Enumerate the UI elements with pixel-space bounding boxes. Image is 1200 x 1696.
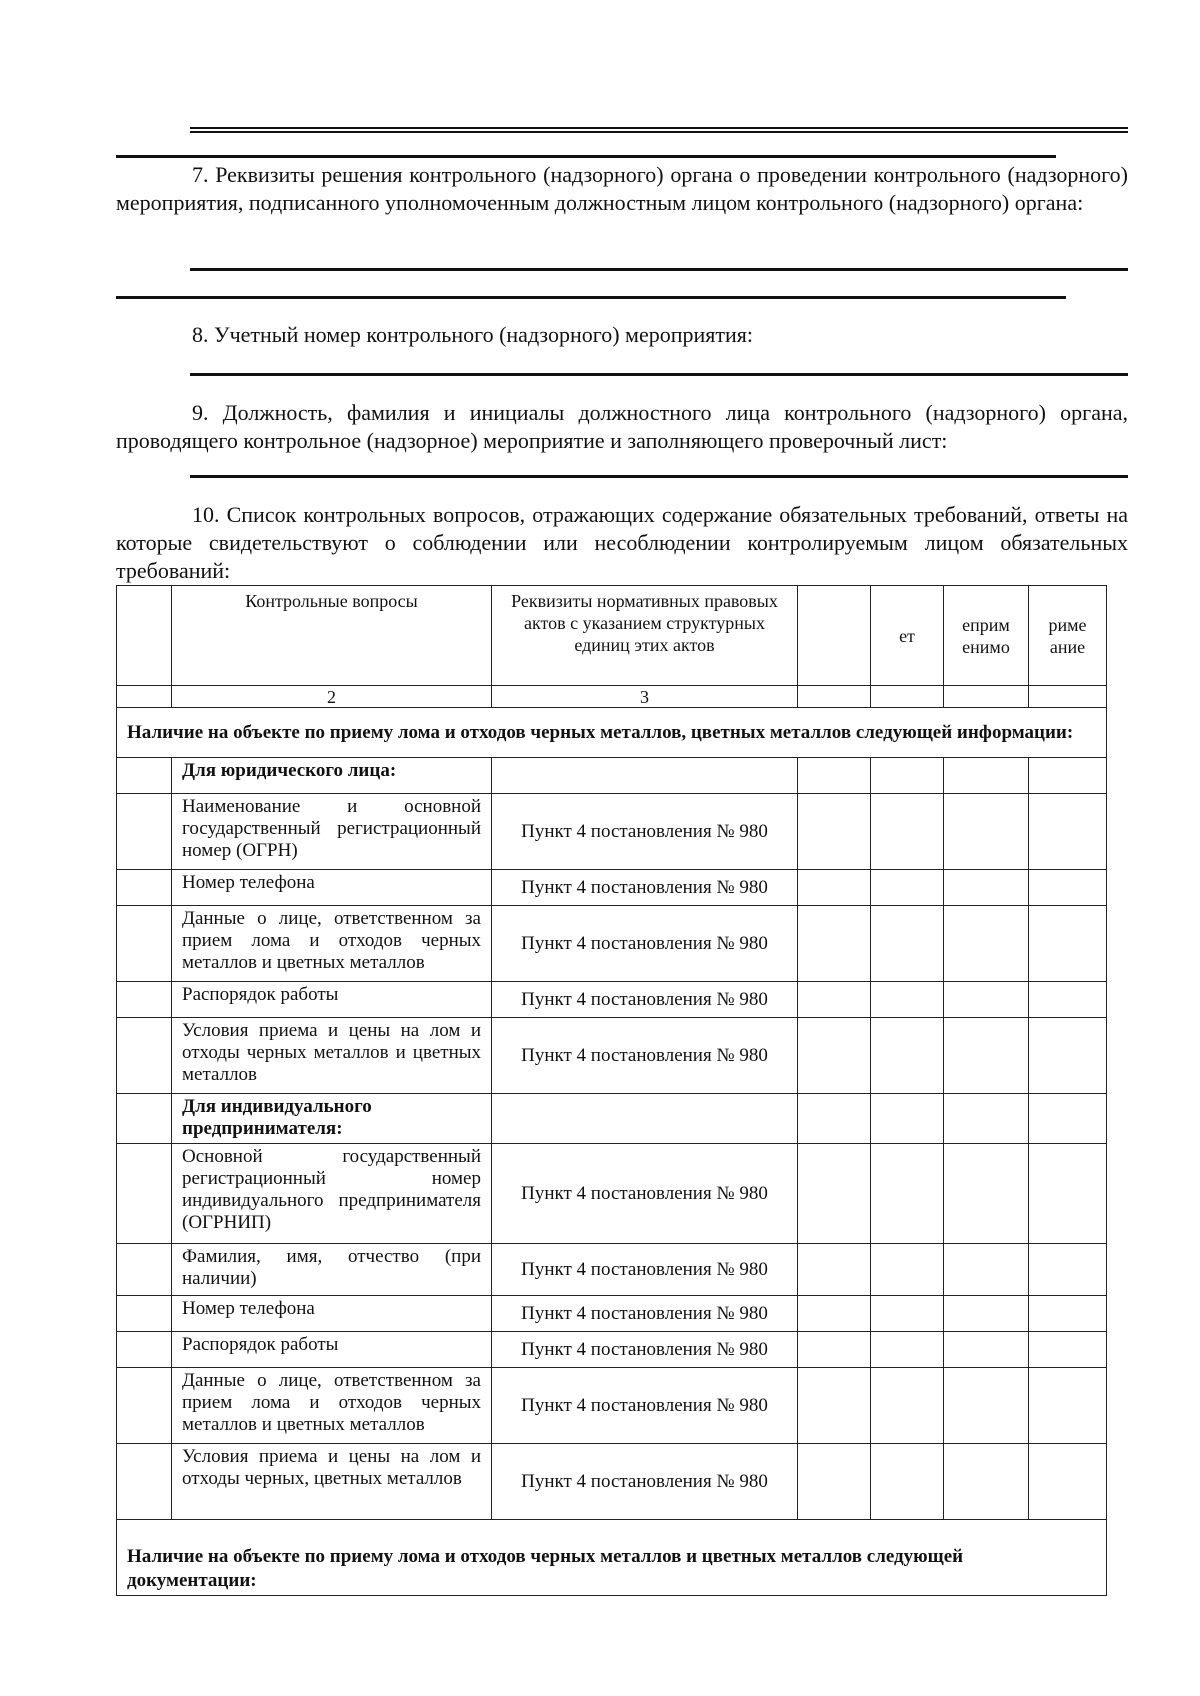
paragraph-8: 8. Учетный номер контрольного (надзорного) мероприятия: [192,322,754,347]
table-row [117,1244,1107,1296]
header-note: риме ание [1029,586,1107,686]
reference-cell: Пункт 4 постановления № 980 [492,1244,798,1296]
table-row [117,982,1107,1018]
fill-line [190,373,1128,376]
reference-cell: Пункт 4 постановления № 980 [492,1018,798,1094]
table-row [117,870,1107,906]
table-row [117,1296,1107,1332]
table-row [117,794,1107,870]
question-cell: Условия приема и цены на лом и отходы черных, цветных металлов [172,1444,492,1520]
section-row [117,708,1107,758]
question-cell: Основной государственный регистрационный номер индивидуального предпринимателя (ОГРНИП) [172,1144,492,1244]
paragraph-10: 10. Список контрольных вопросов, отражающих содержание обязательных требований, ответы на которые свидетельствуют о соблюдении или несоблюдении контролируемым лицом обязательных требований: [116,502,1128,583]
table-row [117,1018,1107,1094]
reference-cell: Пункт 4 постановления № 980 [492,1296,798,1332]
question-cell: Наименование и основной государственный регистрационный номер (ОГРН) [172,794,492,870]
fill-line [190,268,1128,271]
table-row [117,906,1107,982]
header-cell [798,586,871,686]
reference-cell: Пункт 4 постановления № 980 [492,794,798,870]
question-cell: Данные о лице, ответственном за прием лома и отходов черных металлов и цветных металлов [172,1368,492,1444]
question-cell: Номер телефона [172,870,492,906]
question-cell: Распорядок работы [172,1332,492,1368]
reference-cell: Пункт 4 постановления № 980 [492,1332,798,1368]
table-row [117,1368,1107,1444]
reference-cell: Пункт 4 постановления № 980 [492,982,798,1018]
fill-line [116,155,1056,158]
fill-line [116,296,1066,299]
reference-cell: Пункт 4 постановления № 980 [492,1144,798,1244]
column-number: 2 [172,686,492,708]
table-row [117,1332,1107,1368]
reference-cell: Пункт 4 постановления № 980 [492,1444,798,1520]
section-heading: Наличие на объекте по приему лома и отходов черных металлов и цветных металлов следующей документации: [117,1520,1107,1596]
header-references: Реквизиты нормативных правовых актов с указанием структурных единиц этих актов [492,586,798,686]
subheading-row [117,1094,1107,1144]
table-header-row [117,586,1107,686]
table-row [117,1444,1107,1520]
question-cell: Данные о лице, ответственном за прием лома и отходов черных металлов и цветных металлов [172,906,492,982]
header-questions: Контрольные вопросы [172,586,492,686]
checklist-table [116,585,1107,1596]
header-not-applicable: еприм енимо [944,586,1029,686]
fill-line [190,127,1128,133]
fill-line [190,475,1128,478]
reference-cell: Пункт 4 постановления № 980 [492,906,798,982]
table-row [117,1144,1107,1244]
question-cell: Условия приема и цены на лом и отходы черных металлов и цветных металлов [172,1018,492,1094]
subheading-individual: Для индивидуального предпринимателя: [172,1094,492,1144]
subheading-row [117,758,1107,794]
header-cell [117,586,172,686]
question-cell: Распорядок работы [172,982,492,1018]
paragraph-7: 7. Реквизиты решения контрольного (надзорного) органа о проведении контрольного (надзорного) мероприятия, подписанного уполномоченным должностным лицом контрольного (надзорного) органа: [116,162,1128,215]
header-no: ет [871,586,944,686]
column-number: 3 [492,686,798,708]
question-cell: Фамилия, имя, отчество (при наличии) [172,1244,492,1296]
question-cell: Номер телефона [172,1296,492,1332]
paragraph-9: 9. Должность, фамилия и инициалы должностного лица контрольного (надзорного) органа, проводящего контрольное (надзорное) мероприятие и заполняющего проверочный лист: [116,400,1128,453]
section-row [117,1520,1107,1596]
section-heading: Наличие на объекте по приему лома и отходов черных металлов, цветных металлов следующей информации: [117,708,1107,758]
subheading-legal-entity: Для юридического лица: [172,758,492,794]
reference-cell: Пункт 4 постановления № 980 [492,1368,798,1444]
table-number-row [117,686,1107,708]
reference-cell: Пункт 4 постановления № 980 [492,870,798,906]
